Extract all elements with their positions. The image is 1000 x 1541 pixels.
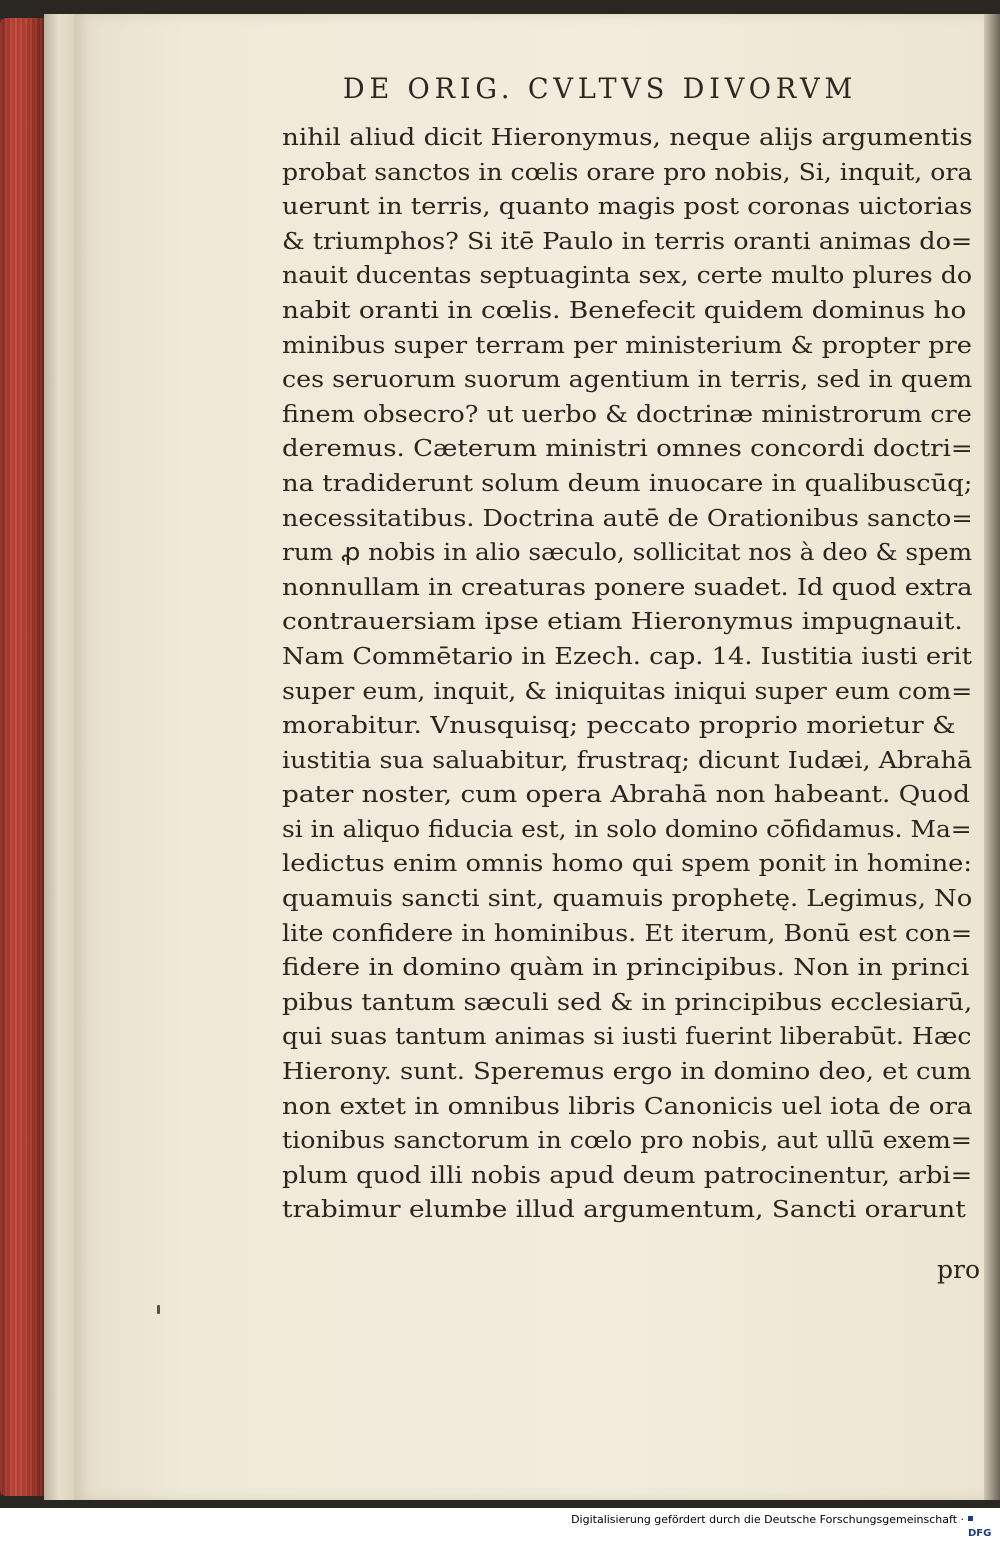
- catchword: pro: [936, 1255, 980, 1284]
- text-line: iustitia sua saluabitur, frustraq; dicunt Iudæi, Abrahā: [282, 745, 973, 774]
- text-line: ces seruorum suorum agentium in terris, sed in quem: [282, 365, 973, 394]
- text-line: uerunt in terris, quanto magis post coronas uictorias: [282, 192, 973, 221]
- text-line: nonnullam in creaturas ponere suadet. Id quod extra: [282, 572, 973, 601]
- text-line: na tradiderunt solum deum inuocare in qualibuscūq;: [282, 468, 973, 497]
- dfg-logo: DFG: [968, 1513, 998, 1527]
- text-line: contrauersiam ipse etiam Hieronymus impugnauit.: [282, 607, 963, 636]
- text-line: fidere in domino quàm in principibus. Non in princi: [282, 953, 970, 982]
- footer-bar: [0, 1508, 1000, 1539]
- text-line: probat sanctos in cœlis orare pro nobis, Si, inquit, ora: [282, 157, 973, 186]
- text-line: trabimur elumbe illud argumentum, Sancti orarunt: [282, 1195, 966, 1224]
- text-line: necessitatibus. Doctrina autē de Orationibus sancto=: [282, 503, 973, 532]
- body-text: [282, 120, 982, 1227]
- text-line: non extet in omnibus libris Canonicis uel iota de ora: [282, 1091, 973, 1120]
- text-line: quamuis sancti sint, quamuis prophetę. Legimus, No: [282, 884, 973, 913]
- red-page-edges: [0, 18, 46, 1496]
- text-line: si in aliquo fiducia est, in solo domino cōfidamus. Ma=: [282, 814, 972, 843]
- text-line: lite confidere in hominibus. Et iterum, Bonū est con=: [282, 918, 973, 947]
- text-line: nihil aliud dicit Hieronymus, neque alijs argumentis: [282, 123, 973, 151]
- text-line: nabit oranti in cœlis. Benefecit quidem dominus ho: [282, 295, 967, 324]
- text-line: & triumphos? Si itē Paulo in terris oranti animas do=: [282, 226, 973, 255]
- text-line: tionibus sanctorum in cœlo pro nobis, aut ullū exem=: [282, 1126, 972, 1155]
- text-line: plum quod illi nobis apud deum patrocinentur, arbi=: [282, 1160, 973, 1189]
- text-line: nauit ducentas septuaginta sex, certe multo plures do: [282, 261, 973, 290]
- text-line: pibus tantum sæculi sed & in principibus ecclesiarū,: [282, 987, 973, 1016]
- text-line: morabitur. Vnusquisq; peccato proprio morietur &: [282, 711, 956, 740]
- ink-mark: [157, 1305, 160, 1314]
- funding-credit: Digitalisierung gefördert durch die Deutsche Forschungsgemeinschaft ·: [571, 1513, 964, 1526]
- text-line: deremus. Cæterum ministri omnes concordi doctri=: [282, 434, 973, 463]
- text-line: Nam Commētario in Ezech. cap. 14. Iustitia iusti erit: [282, 641, 972, 670]
- text-line: pater noster, cum opera Abrahā non habeant. Quod: [282, 780, 970, 809]
- book-gutter: [44, 14, 78, 1500]
- text-line: minibus super terram per ministerium & propter pre: [282, 330, 972, 359]
- text-line: finem obsecro? ut uerbo & doctrinæ ministrorum cre: [282, 399, 972, 428]
- text-line: ledictus enim omnis homo qui spem ponit in homine:: [282, 849, 973, 878]
- text-line: qui suas tantum animas si iusti fuerint liberabūt. Hæc: [282, 1022, 972, 1051]
- text-line: rum ꝓ nobis in alio sæculo, sollicitat nos à deo & spem: [282, 538, 973, 567]
- text-line: super eum, inquit, & iniquitas iniqui super eum com=: [282, 676, 973, 705]
- text-line: Hierony. sunt. Speremus ergo in domino deo, et cum: [282, 1057, 972, 1086]
- running-head: DE ORIG. CVLTVS DIVORVM: [342, 72, 858, 105]
